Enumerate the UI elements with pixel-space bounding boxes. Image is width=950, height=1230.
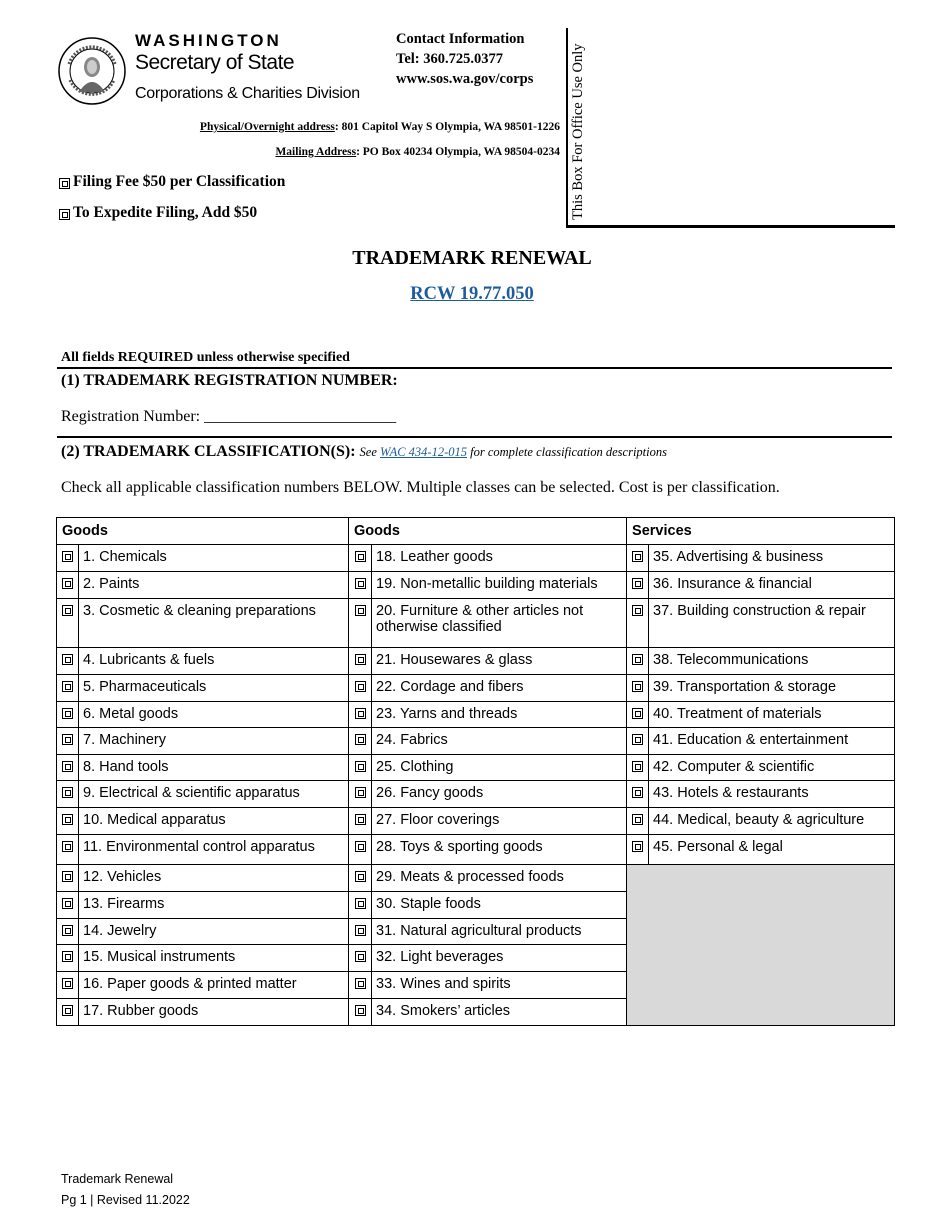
checkbox-cell[interactable] (57, 972, 79, 999)
class-checkbox[interactable] (355, 951, 366, 962)
table-header-row (57, 518, 895, 545)
contact-tel: Tel: 360.725.0377 (396, 51, 504, 67)
checkbox-cell[interactable] (349, 808, 372, 835)
class-checkbox[interactable] (632, 761, 643, 772)
class-checkbox[interactable] (62, 951, 73, 962)
contact-title: Contact Information (396, 31, 525, 47)
checkbox-cell[interactable] (57, 999, 79, 1026)
checkbox-cell[interactable] (349, 599, 372, 648)
checkbox-cell[interactable] (349, 545, 372, 572)
class-label: 34. Smokers’ articles (372, 999, 627, 1026)
class-label: 30. Staple foods (372, 892, 627, 919)
class-label: 31. Natural agricultural products (372, 919, 627, 945)
office-use-label: This Box For Office Use Only (570, 43, 586, 220)
checkbox-cell[interactable] (627, 675, 649, 702)
checkbox-cell[interactable] (627, 545, 649, 572)
class-label: 6. Metal goods (79, 702, 349, 728)
services-header: Services (627, 518, 895, 545)
checkbox-cell[interactable] (57, 919, 79, 945)
checkbox-cell[interactable] (57, 945, 79, 972)
checkbox-cell[interactable] (349, 835, 372, 865)
class-label: 32. Light beverages (372, 945, 627, 972)
table-row (57, 728, 895, 755)
checkbox-cell[interactable] (57, 599, 79, 648)
checkbox-cell[interactable] (57, 675, 79, 702)
checkbox-cell[interactable] (349, 648, 372, 675)
class-checkbox[interactable] (62, 814, 73, 825)
class-checkbox[interactable] (355, 605, 366, 616)
goods-header: Goods (349, 518, 627, 545)
class-label: 7. Machinery (79, 728, 349, 755)
checkbox-cell[interactable] (627, 648, 649, 675)
divider (57, 436, 892, 438)
class-label: 12. Vehicles (79, 865, 349, 892)
table-row (57, 572, 895, 599)
checkbox-cell[interactable] (349, 972, 372, 999)
divider (57, 367, 892, 369)
class-label: 13. Firearms (79, 892, 349, 919)
class-checkbox[interactable] (632, 734, 643, 745)
footer-page-info: Pg 1 | Revised 11.2022 (61, 1193, 190, 1207)
class-label: 18. Leather goods (372, 545, 627, 572)
check-all-instructions: Check all applicable classification numbers BELOW. Multiple classes can be selected. Cost is per classification. (61, 479, 780, 496)
required-note: All fields REQUIRED unless otherwise specified (61, 350, 350, 365)
table-row (57, 648, 895, 675)
class-label: 1. Chemicals (79, 545, 349, 572)
class-checkbox[interactable] (632, 551, 643, 562)
class-checkbox[interactable] (355, 761, 366, 772)
class-label: 27. Floor coverings (372, 808, 627, 835)
class-checkbox[interactable] (62, 708, 73, 719)
table-row (57, 755, 895, 781)
rcw-link[interactable]: RCW 19.77.050 (410, 284, 534, 304)
table-row (57, 865, 895, 892)
checkbox-cell[interactable] (627, 755, 649, 781)
class-checkbox[interactable] (62, 925, 73, 936)
checkbox-cell[interactable] (57, 755, 79, 781)
class-checkbox[interactable] (355, 551, 366, 562)
class-checkbox[interactable] (62, 734, 73, 745)
checkbox-cell[interactable] (57, 781, 79, 808)
class-label: 39. Transportation & storage (649, 675, 895, 702)
checkbox-cell[interactable] (349, 572, 372, 599)
class-checkbox[interactable] (632, 787, 643, 798)
class-label: 8. Hand tools (79, 755, 349, 781)
footer-doc-name: Trademark Renewal (61, 1172, 174, 1186)
class-label: 25. Clothing (372, 755, 627, 781)
table-row (57, 808, 895, 835)
class-checkbox[interactable] (632, 578, 643, 589)
class-checkbox[interactable] (632, 841, 643, 852)
class-label: 28. Toys & sporting goods (372, 835, 627, 865)
class-checkbox[interactable] (62, 654, 73, 665)
checkbox-cell[interactable] (627, 599, 649, 648)
class-checkbox[interactable] (62, 841, 73, 852)
class-checkbox[interactable] (355, 708, 366, 719)
class-label: 19. Non-metallic building materials (372, 572, 627, 599)
checkbox-cell[interactable] (349, 781, 372, 808)
checkbox-cell[interactable] (57, 702, 79, 728)
class-label: 45. Personal & legal (649, 835, 895, 865)
checkbox-cell[interactable] (349, 945, 372, 972)
state-seal-logo (57, 36, 127, 106)
wac-link[interactable]: WAC 434-12-015 (380, 445, 467, 459)
checkbox-cell[interactable] (627, 835, 649, 865)
class-label: 3. Cosmetic & cleaning preparations (79, 599, 349, 648)
class-checkbox[interactable] (62, 871, 73, 882)
checkbox-cell[interactable] (349, 702, 372, 728)
class-label: 17. Rubber goods (79, 999, 349, 1026)
class-checkbox[interactable] (355, 814, 366, 825)
class-checkbox[interactable] (62, 787, 73, 798)
class-label: 36. Insurance & financial (649, 572, 895, 599)
class-label: 14. Jewelry (79, 919, 349, 945)
class-label: 42. Computer & scientific (649, 755, 895, 781)
class-checkbox[interactable] (62, 1005, 73, 1016)
goods-header: Goods (57, 518, 349, 545)
mailing-address: Mailing Address: PO Box 40234 Olympia, WA 98504-0234 (275, 146, 560, 158)
class-checkbox[interactable] (632, 654, 643, 665)
checkbox-cell[interactable] (57, 892, 79, 919)
class-checkbox[interactable] (62, 578, 73, 589)
table-row (57, 702, 895, 728)
checkbox-cell[interactable] (627, 781, 649, 808)
form-title: TRADEMARK RENEWAL (352, 247, 592, 269)
checkbox-cell[interactable] (349, 865, 372, 892)
class-label: 4. Lubricants & fuels (79, 648, 349, 675)
class-checkbox[interactable] (632, 605, 643, 616)
class-checkbox[interactable] (355, 871, 366, 882)
class-label: 44. Medical, beauty & agriculture (649, 808, 895, 835)
class-label: 22. Cordage and fibers (372, 675, 627, 702)
class-checkbox[interactable] (632, 681, 643, 692)
checkbox-cell[interactable] (349, 675, 372, 702)
class-checkbox[interactable] (62, 978, 73, 989)
table-row (57, 835, 895, 865)
class-label: 35. Advertising & business (649, 545, 895, 572)
class-checkbox[interactable] (62, 605, 73, 616)
class-checkbox[interactable] (355, 898, 366, 909)
class-label: 29. Meats & processed foods (372, 865, 627, 892)
contact-web: www.sos.wa.gov/corps (396, 71, 534, 87)
checkbox-cell[interactable] (349, 999, 372, 1026)
section1-heading: (1) TRADEMARK REGISTRATION NUMBER: (61, 372, 398, 389)
checkbox-cell[interactable] (57, 728, 79, 755)
class-label: 9. Electrical & scientific apparatus (79, 781, 349, 808)
section2-heading: (2) TRADEMARK CLASSIFICATION(S): See WAC 434-12-015 for complete classification descriptions (61, 443, 667, 460)
checkbox-cell[interactable] (349, 728, 372, 755)
contact-info (396, 29, 533, 89)
class-label: 23. Yarns and threads (372, 702, 627, 728)
checkbox-cell[interactable] (627, 728, 649, 755)
class-checkbox[interactable] (62, 681, 73, 692)
class-label: 41. Education & entertainment (649, 728, 895, 755)
table-row (57, 599, 895, 648)
checkbox-cell[interactable] (57, 808, 79, 835)
class-label: 5. Pharmaceuticals (79, 675, 349, 702)
agency-division: Corporations & Charities Division (135, 85, 360, 102)
class-checkbox[interactable] (632, 814, 643, 825)
unused-area (627, 865, 895, 1026)
agency-state: WASHINGTON (135, 31, 282, 50)
class-label: 43. Hotels & restaurants (649, 781, 895, 808)
registration-number-field[interactable]: Registration Number: ________________________ (61, 408, 397, 425)
checkbox-cell[interactable] (627, 808, 649, 835)
class-checkbox[interactable] (62, 761, 73, 772)
class-checkbox[interactable] (355, 654, 366, 665)
agency-name: Secretary of State (135, 51, 295, 74)
class-checkbox[interactable] (355, 578, 366, 589)
checkbox-cell[interactable] (57, 835, 79, 865)
checkbox-cell[interactable] (57, 865, 79, 892)
physical-address: Physical/Overnight address: 801 Capitol Way S Olympia, WA 98501-1226 (199, 121, 560, 133)
checkbox-cell[interactable] (349, 919, 372, 945)
expedite-checkbox[interactable] (59, 209, 70, 220)
class-checkbox[interactable] (355, 734, 366, 745)
expedite-option[interactable]: To Expedite Filing, Add $50 (59, 204, 257, 222)
class-checkbox[interactable] (62, 551, 73, 562)
class-label: 2. Paints (79, 572, 349, 599)
class-label: 20. Furniture & other articles not otherwise classified (372, 599, 627, 648)
table-row (57, 545, 895, 572)
class-label: 38. Telecommunications (649, 648, 895, 675)
class-checkbox[interactable] (355, 841, 366, 852)
filing-fee-option[interactable]: Filing Fee $50 per Classification (59, 173, 285, 191)
table-row (57, 675, 895, 702)
checkbox-cell[interactable] (349, 755, 372, 781)
office-use-box (566, 28, 895, 228)
checkbox-cell[interactable] (57, 572, 79, 599)
checkbox-cell[interactable] (349, 892, 372, 919)
class-label: 24. Fabrics (372, 728, 627, 755)
class-label: 21. Housewares & glass (372, 648, 627, 675)
filing-fee-checkbox[interactable] (59, 178, 70, 189)
class-label: 16. Paper goods & printed matter (79, 972, 349, 999)
classification-table (56, 517, 895, 1026)
class-checkbox[interactable] (355, 925, 366, 936)
class-label: 37. Building construction & repair (649, 599, 895, 648)
class-checkbox[interactable] (355, 787, 366, 798)
class-label: 10. Medical apparatus (79, 808, 349, 835)
checkbox-cell[interactable] (627, 572, 649, 599)
class-label: 40. Treatment of materials (649, 702, 895, 728)
checkbox-cell[interactable] (57, 545, 79, 572)
class-checkbox[interactable] (355, 1005, 366, 1016)
class-checkbox[interactable] (355, 978, 366, 989)
checkbox-cell[interactable] (627, 702, 649, 728)
checkbox-cell[interactable] (57, 648, 79, 675)
class-checkbox[interactable] (355, 681, 366, 692)
table-row (57, 781, 895, 808)
class-label: 11. Environmental control apparatus (79, 835, 349, 865)
class-checkbox[interactable] (62, 898, 73, 909)
class-checkbox[interactable] (632, 708, 643, 719)
class-label: 33. Wines and spirits (372, 972, 627, 999)
class-label: 26. Fancy goods (372, 781, 627, 808)
class-label: 15. Musical instruments (79, 945, 349, 972)
